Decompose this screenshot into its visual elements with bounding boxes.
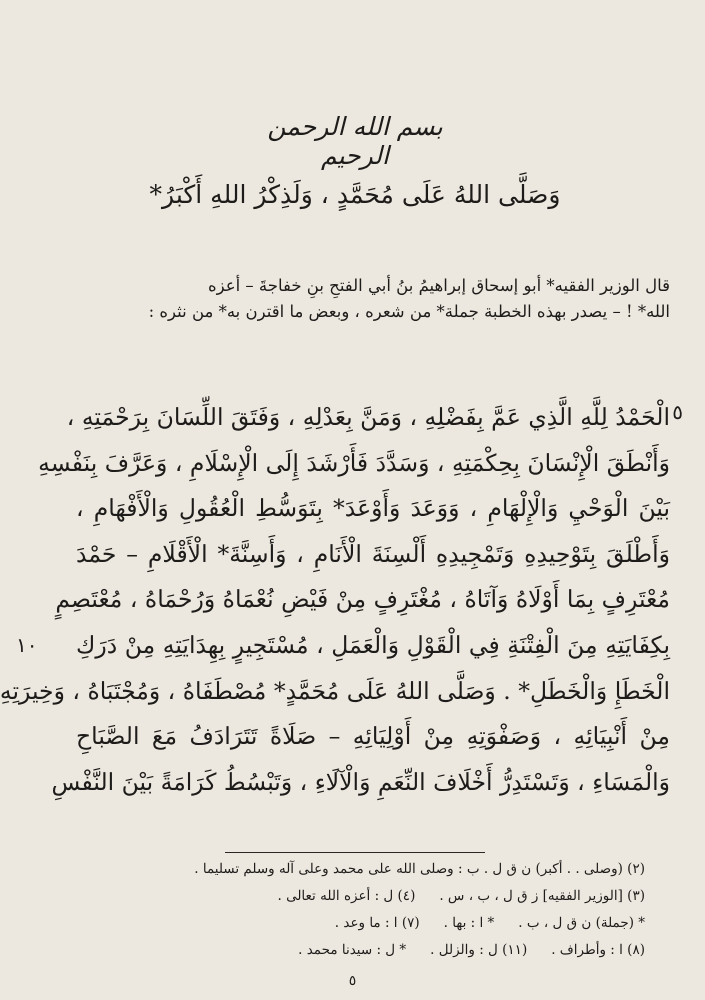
line-number-5: ٥	[672, 400, 683, 424]
footnote: (٧) ا : ما وعد .	[334, 915, 420, 931]
footnote-row	[100, 883, 645, 910]
main-line: مِنْ أَنْبِيَائِهِ ، وَصَفْوَتِهِ مِنْ أَوْلِيَائِهِ – صَلَاةً تَتَرَادَفُ مَعَ الصَّبَاحِ	[76, 722, 670, 751]
intro-paragraph	[100, 273, 670, 325]
main-line: الْحَمْدُ لِلَّهِ الَّذِي عَمَّ بِفَضْلِهِ ، وَمَنَّ بِعَدْلِهِ ، وَفَتَقَ اللِّسَانَ بِرَحْمَتِهِ ،	[66, 403, 670, 431]
intro-line: قال الوزير الفقيه* أبو إسحاق إبراهيمُ بنُ أبي الفتحِ بنِ خفاجةَ – أعزه	[207, 276, 670, 295]
main-line: بَيْنَ الْوَحْيِ وَالْإِلْهَامِ ، وَوَعَدَ وَأَوْعَدَ* بِتَوَسُّطِ الْعُقُولِ وَالْأَفْهَامِ ،	[76, 494, 670, 523]
footnote-divider	[225, 852, 485, 853]
page-number: ٥	[348, 973, 357, 989]
intro-line: الله* ! – يصدر بهذه الخطبة جملة* من شعره ، وبعض ما اقترن به* من نثره :	[148, 302, 670, 321]
main-line: بِكِفَايَتِهِ مِنَ الْفِتْنَةِ فِي الْقَوْلِ وَالْعَمَلِ ، مُسْتَجِيرٍ بِهِدَايَتِهِ مِنْ دَرَكِ	[76, 630, 670, 659]
main-line: وَالْمَسَاءِ ، وَتَسْتَدِرُّ أَخْلَافَ النِّعَمِ وَالْآلَاءِ ، وَتَبْسُطُ كَرَامَةً بَيْنَ النَّفْسِ	[51, 767, 670, 796]
footnote-row	[100, 937, 645, 964]
main-line: الْخَطَإِ وَالْخَطَلِ* . وَصَلَّى اللهُ عَلَى مُحَمَّدٍ* مُصْطَفَاهُ ، وَمُجْتَبَاهُ ، وَخِيرَتِهِ	[0, 676, 670, 705]
footnote: * ل : سيدنا محمد .	[298, 942, 407, 958]
footnote: (٨) ا : وأطراف .	[551, 942, 645, 958]
footnote: * ا : بها .	[443, 915, 495, 931]
footnote: (٢) (وصلى . . أكبر) ن ق ل . ب : وصلى الله على محمد وعلى آله وسلم تسليما .	[194, 861, 645, 877]
main-line: وَأَطْلَقَ بِتَوْحِيدِهِ وَتَمْجِيدِهِ أَلْسِنَةَ الْأَنَامِ ، وَأَسِنَّةَ* الْأَقْلَامِ – حَمْدَ	[76, 539, 670, 568]
salawat-line: وَصَلَّى اللهُ عَلَى مُحَمَّدٍ ، وَلَذِكْرُ اللهِ أَكْبَرُ*	[149, 180, 561, 209]
line-number-10: ١٠	[16, 633, 38, 657]
footnote: * (جملة) ن ق ل ، ب .	[518, 915, 645, 931]
footnote-row	[100, 856, 645, 883]
basmala-heading: بسم الله الرحمن الرحيم	[267, 112, 443, 170]
footnote: (٣) [الوزير الفقيه] ز ق ل ، ب ، س .	[439, 888, 645, 904]
footnote: (٤) ل : أعزه الله تعالى .	[277, 888, 416, 904]
footnote-row	[100, 910, 645, 937]
footnote: (١١) ل : والزلل .	[430, 942, 528, 958]
footnotes	[100, 856, 645, 964]
main-line: مُعْتَرِفٍ بِمَا أَوْلَاهُ وَآتَاهُ ، مُغْتَرِفٍ مِنْ فَيْضِ نُعْمَاهُ وَرُحْمَاهُ ، مُعْتَصِمٍ	[55, 585, 670, 614]
main-line: وَأَنْطَقَ الْإِنْسَانَ بِحِكْمَتِهِ ، وَسَدَّدَ فَأَرْشَدَ إِلَى الْإِسْلَامِ ، وَعَرَّفَ بِنَفْسِهِ	[38, 448, 670, 477]
